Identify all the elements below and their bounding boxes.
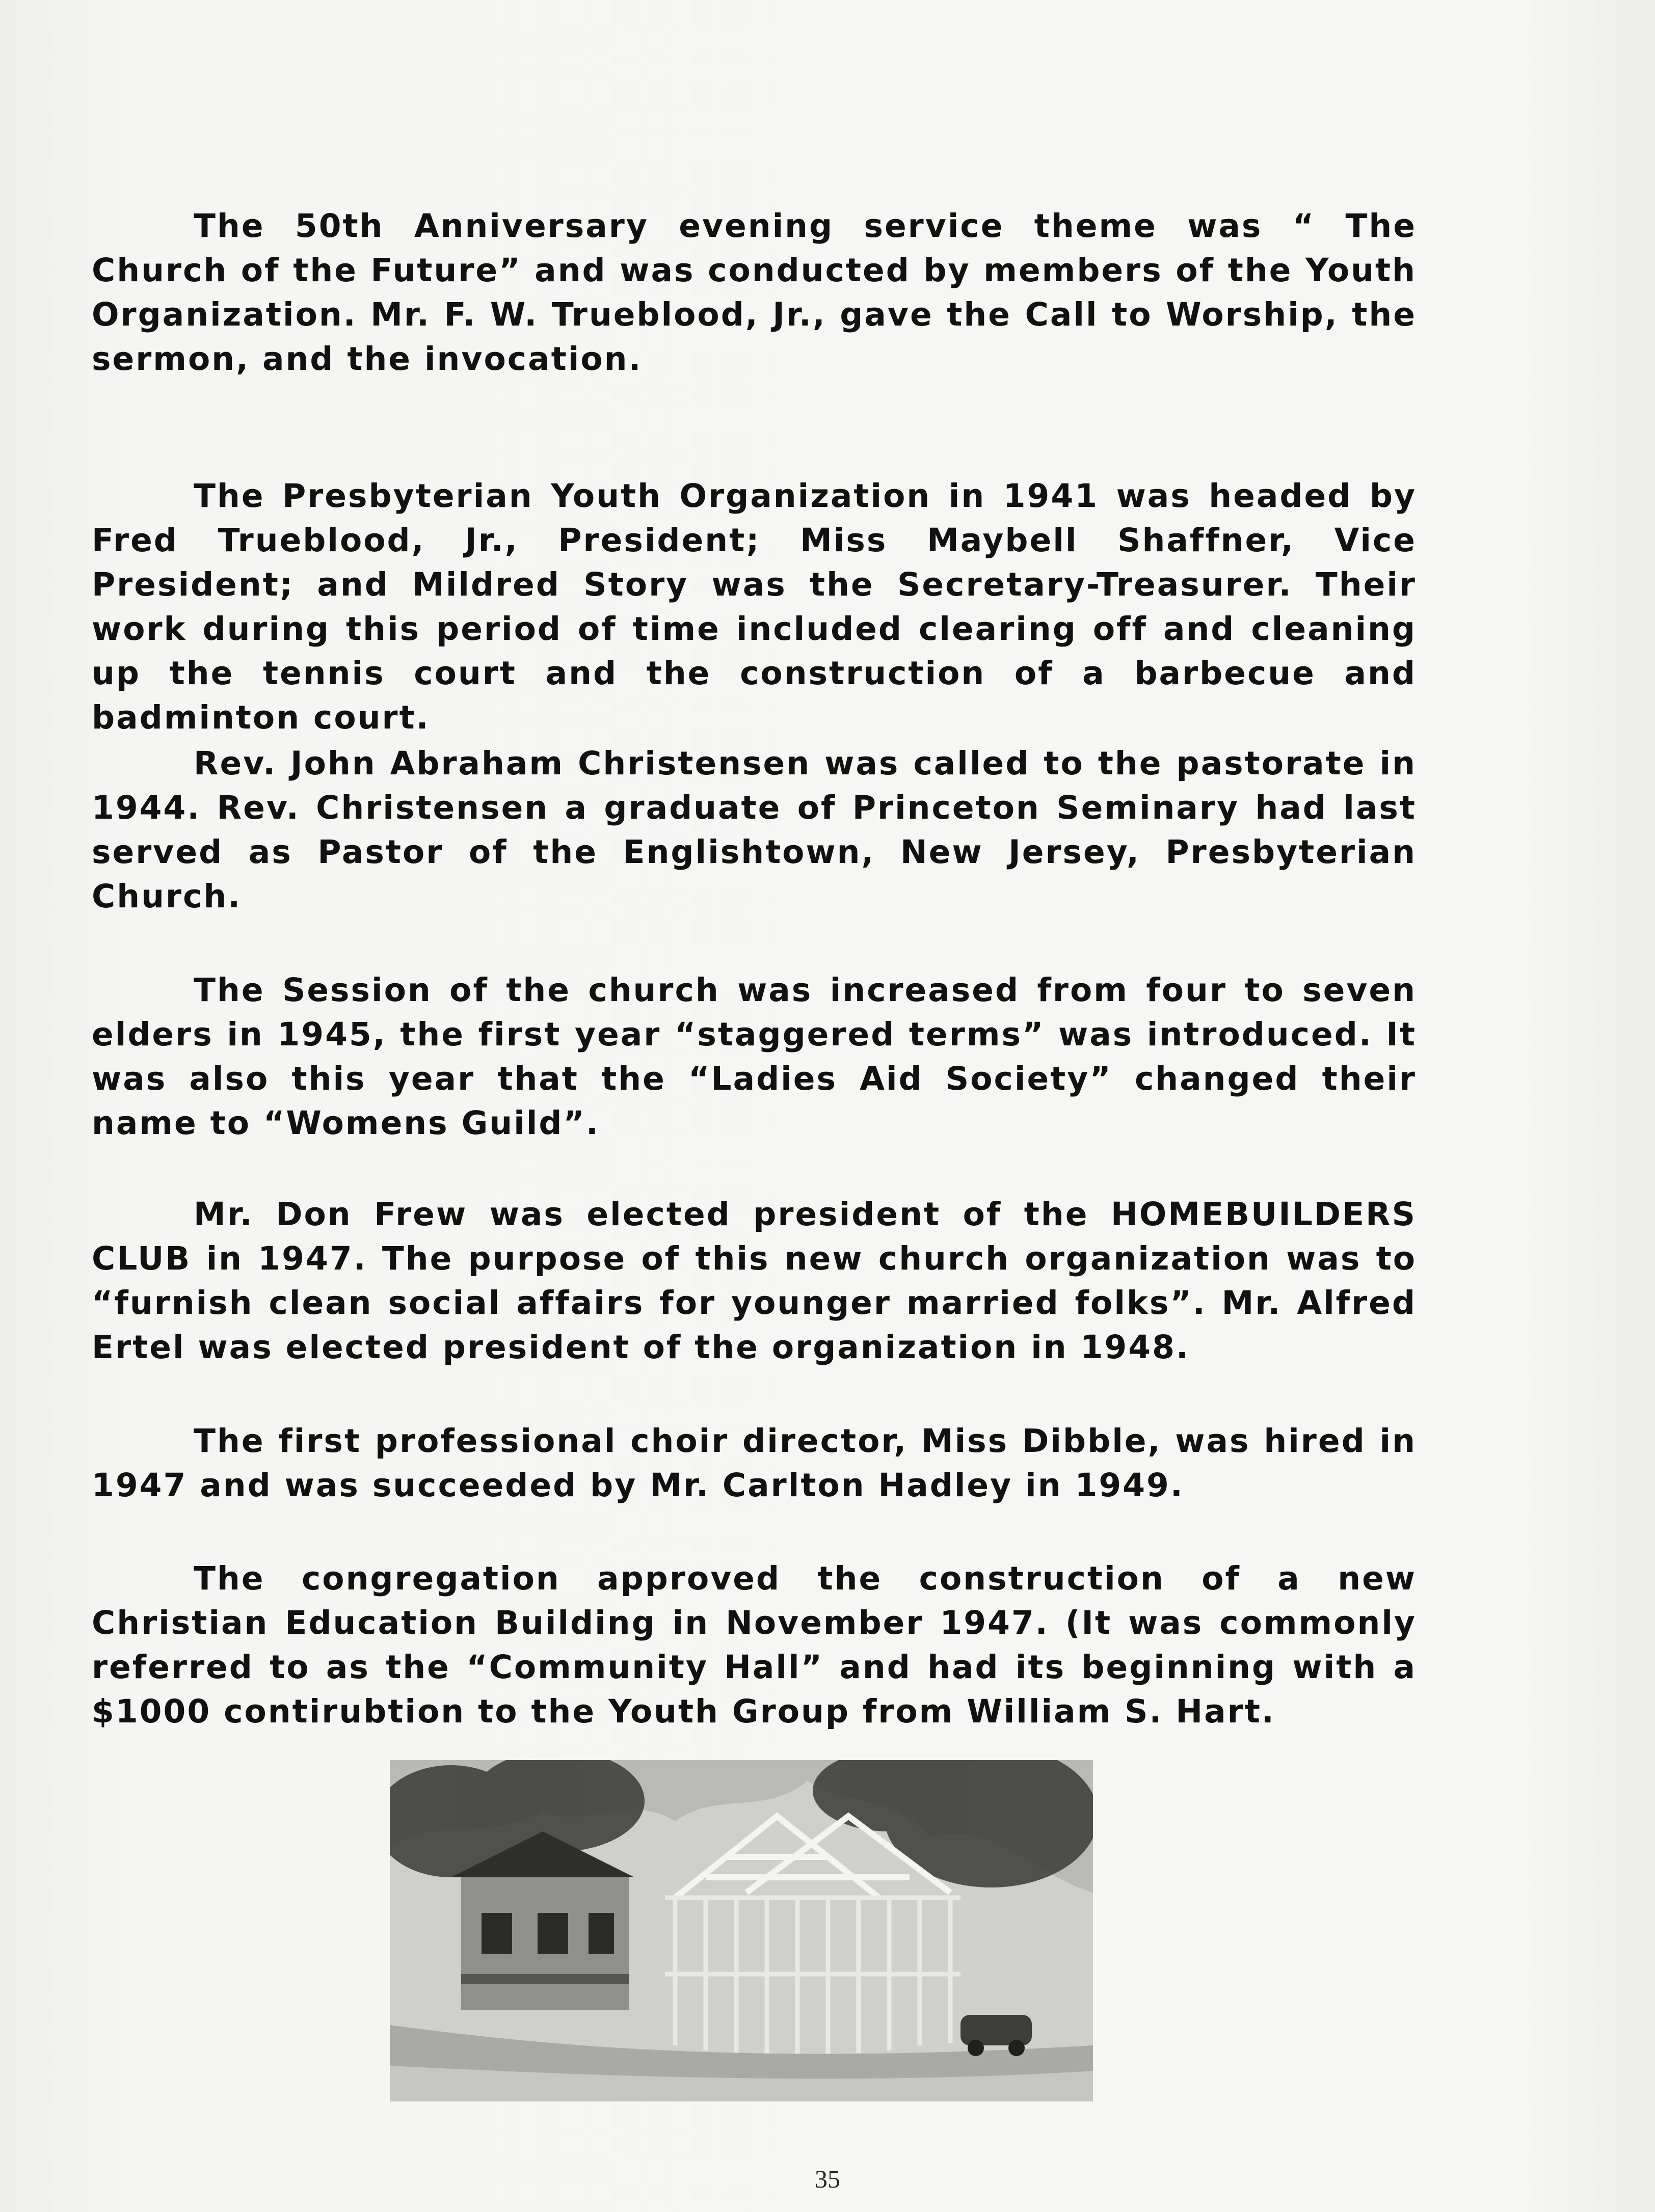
construction-photo [390,1760,1093,2101]
paragraph-choir-director: The first professional choir director, Miss Dibble, was hired in 1947 and was succeeded by Mr. Carlton Hadley in 1949. [92,1422,1417,1504]
paragraph-education-building: The congregation approved the construction of a new Christian Education Building in November 1947. (It was commonly referred to as the “Community Hall” and had its beginning with a $1000 contirubtion to the Youth Group from William S. Hart. [92,1560,1417,1730]
paragraph-homebuilders-club: Mr. Don Frew was elected president of the HOMEBUILDERS CLUB in 1947. The purpose of this new church organization was to “furnish clean social affairs for younger married folks”. Mr. Alfred Ertel was elected president of the organization in 1948. [92,1196,1417,1366]
page-number: 35 [815,2165,840,2193]
paragraph-youth-organization: The Presbyterian Youth Organization in 1941 was headed by Fred Trueblood, Jr., President; Miss Maybell Shaffner, Vice President; and Mildred Story was the Secretary-Treasurer. Their work during this period of time included clearing off and cleaning up the tennis court and the construction of a barbecue and badminton court. [92,477,1417,736]
paragraph-session-elders: The Session of the church was increased from four to seven elders in 1945, the first year “staggered terms” was introduced. It was also this year that the “Ladies Aid Society” changed their name to “Womens Guild”. [92,972,1417,1142]
paragraph-rev-christensen: Rev. John Abraham Christensen was called to the pastorate in 1944. Rev. Christensen a graduate of Princeton Seminary had last served as Pastor of the Englishtown, New Jersey, Presbyterian Church. [92,745,1417,915]
paragraph-50th-anniversary: The 50th Anniversary evening service theme was “ The Church of the Future” and was conducted by members of the Youth Organization. Mr. F. W. Trueblood, Jr., gave the Call to Worship, the sermon, and the invocation. [92,207,1417,377]
construction-photo-illustration [390,1760,1093,2101]
